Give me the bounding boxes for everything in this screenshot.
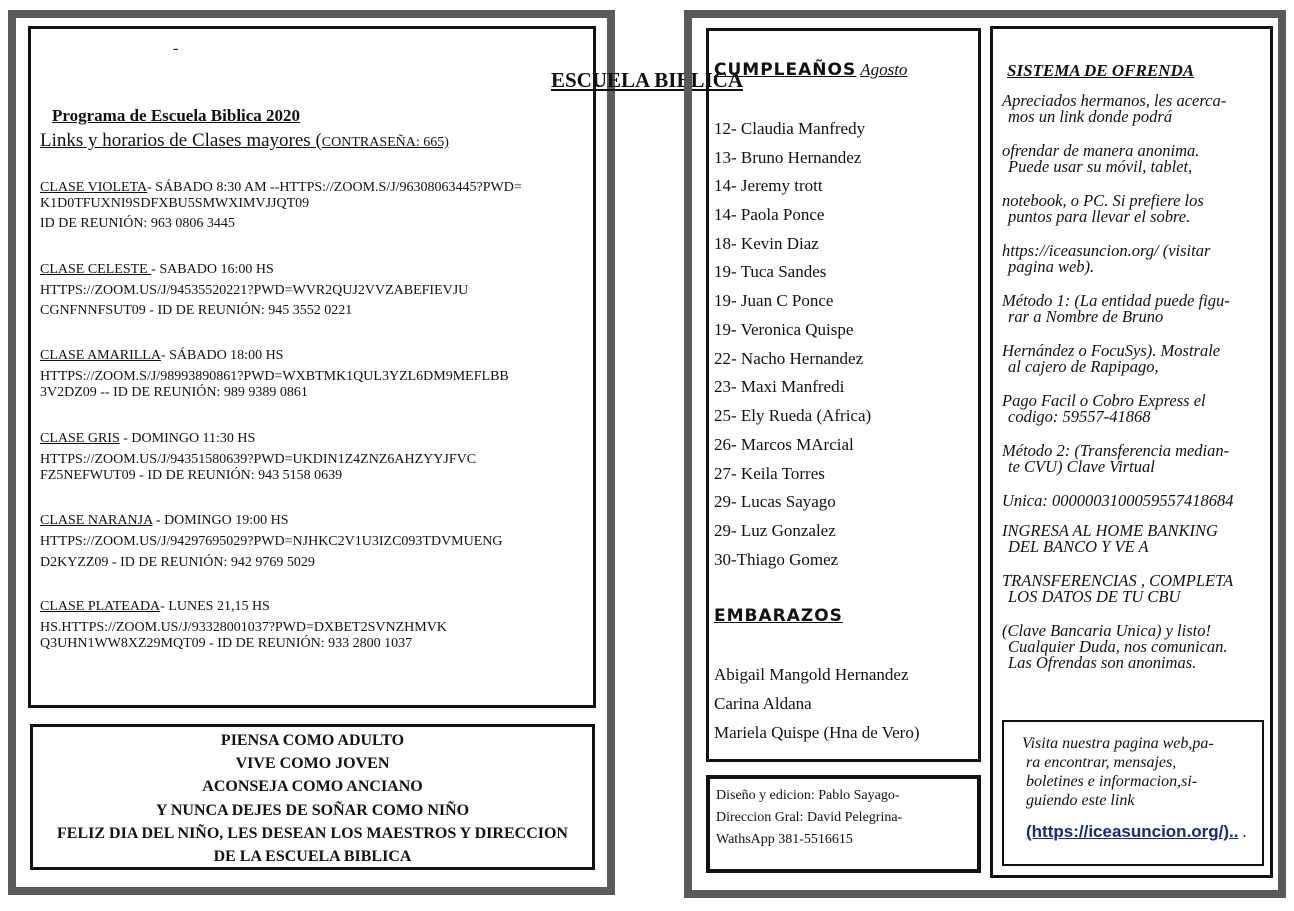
offering-paragraph — [1002, 573, 1264, 605]
program-subtitle: Programa de Escuela Biblica 2020 — [52, 106, 301, 125]
class-link: HTTPS://ZOOM.US/J/94535520221?PWD=WVR2QUJ2VVZABEFIEVJU — [40, 283, 469, 298]
links-header-main: Links y horarios de Clases mayores ( — [40, 130, 322, 151]
class-label[interactable]: CLASE AMARILLA — [40, 348, 161, 363]
offering-text: (Clave Bancaria Unica) y listo! — [1002, 621, 1211, 640]
class-meeting-id: CGNFNNFSUT09 - ID DE REUNIÓN: 945 3552 0221 — [40, 303, 353, 318]
class-meeting-id: D2KYZZ09 - ID DE REUNIÓN: 942 9769 5029 — [40, 555, 315, 570]
birthday-item: 14- Jeremy trott — [714, 176, 823, 195]
offering-cvu: Unica: 0000003100059557418684 — [1002, 491, 1234, 510]
motto-line: FELIZ DIA DEL NIÑO, LES DESEAN LOS MAESTROS Y DIRECCION — [57, 824, 568, 842]
offering-text: Las Ofrendas son anonimas. — [1008, 653, 1197, 672]
class-label[interactable]: CLASE NARANJA — [40, 513, 153, 528]
class-celeste — [40, 262, 468, 319]
offering-text: Método 2: (Transferencia median- — [1002, 441, 1230, 460]
offering-paragraph — [1002, 493, 1264, 509]
credit-line: Diseño y edicion: Pablo Sayago- — [716, 788, 900, 803]
offering-paragraph — [1002, 393, 1264, 425]
offering-text: te CVU) Clave Virtual — [1008, 457, 1155, 476]
class-label[interactable]: CLASE PLATEADA — [40, 599, 161, 614]
dash-mark: - — [173, 40, 179, 57]
class-time: - SÁBADO 8:30 AM --HTTPS://ZOOM.S/J/96308063445?PWD= — [147, 180, 522, 195]
birthday-item: 22- Nacho Hernandez — [714, 349, 864, 368]
offering-text: LOS DATOS DE TU CBU — [1008, 587, 1181, 606]
offering-text: Puede usar su móvil, tablet, — [1008, 157, 1193, 176]
birthday-item: 18- Kevin Diaz — [714, 234, 819, 253]
class-meeting-id: ID DE REUNIÓN: 963 0806 3445 — [40, 216, 235, 231]
motto-line: DE LA ESCUELA BIBLICA — [213, 848, 412, 866]
birthday-item: 19- Tuca Sandes — [714, 262, 827, 281]
class-gris — [40, 431, 476, 484]
offering-paragraph — [1002, 93, 1264, 125]
visit-line: boletines e informacion,si- — [1026, 773, 1198, 790]
class-link: HTTPS://ZOOM.US/J/94351580639?PWD=UKDIN1Z4ZNZ6AHZYYJFVC — [40, 452, 477, 467]
birthday-item: 23- Maxi Manfredi — [714, 377, 845, 396]
motto-box — [30, 724, 595, 870]
birthday-item: 13- Bruno Hernandez — [714, 148, 862, 167]
visit-box — [1002, 720, 1264, 866]
class-meeting-id: 3V2DZ09 -- ID DE REUNIÓN: 989 9389 0861 — [40, 385, 308, 400]
offering-paragraph — [1002, 293, 1264, 325]
offering-text: Apreciados hermanos, les acerca- — [1002, 91, 1227, 110]
visit-line: Visita nuestra pagina web,pa- — [1022, 735, 1214, 752]
class-meeting-id: FZ5NEFWUT09 - ID DE REUNIÓN: 943 5158 0639 — [40, 468, 343, 483]
offering-text: Método 1: (La entidad puede figu- — [1002, 291, 1230, 310]
birthday-item: 29- Lucas Sayago — [714, 492, 836, 511]
motto-line: VIVE COMO JOVEN — [235, 755, 390, 773]
birthday-item: 29- Luz Gonzalez — [714, 521, 836, 540]
pregnancy-item: Mariela Quispe (Hna de Vero) — [714, 723, 920, 742]
birthday-item: 26- Marcos MArcial — [714, 435, 854, 454]
offering-text: mos un link donde podrá — [1008, 107, 1173, 126]
visit-line: ra encontrar, mensajes, — [1026, 754, 1177, 771]
class-violeta — [40, 180, 522, 232]
class-time: - LUNES 21,15 HS — [160, 599, 270, 614]
birthday-item: 12- Claudia Manfredy — [714, 119, 866, 138]
visit-line: guiendo este link — [1026, 792, 1135, 809]
offering-text: rar a Nombre de Bruno — [1008, 307, 1164, 326]
class-label[interactable]: CLASE CELESTE — [40, 262, 152, 277]
offering-text: pagina web). — [1008, 257, 1095, 276]
offering-paragraph — [1002, 143, 1264, 175]
offering-paragraph — [1002, 443, 1264, 475]
offering-paragraph — [1002, 523, 1264, 555]
birthday-item: 19- Juan C Ponce — [714, 291, 834, 310]
website-link[interactable]: (https://iceasuncion.org/).. — [1026, 822, 1239, 841]
class-label[interactable]: CLASE GRIS — [40, 431, 120, 446]
birthday-item: 19- Veronica Quispe — [714, 320, 854, 339]
offering-paragraph — [1002, 193, 1264, 225]
class-time: - DOMINGO 19:00 HS — [152, 513, 289, 528]
offering-paragraph — [1002, 343, 1264, 375]
credit-line: Direccion Gral: David Pelegrina- — [716, 810, 903, 825]
class-link: K1D0TFUXNI9SDFXBU5SMWXIMVJJQT09 — [40, 196, 310, 211]
class-meeting-id: Q3UHN1WW8XZ29MQT09 - ID DE REUNIÓN: 933 2800 1037 — [40, 636, 413, 651]
birthday-item: 25- Ely Rueda (Africa) — [714, 406, 872, 425]
offering-link[interactable]: https://iceasuncion.org/ (visitar — [1002, 241, 1211, 260]
birthdays-month: Agosto — [860, 60, 908, 79]
offering-text: Hernández o FocuSys). Mostrale — [1002, 341, 1221, 360]
birthday-item: 14- Paola Ponce — [714, 205, 825, 224]
offering-heading: SISTEMA DE OFRENDA — [1007, 61, 1195, 80]
offering-text: codigo: 59557-41868 — [1008, 407, 1151, 426]
offering-text: TRANSFERENCIAS , COMPLETA — [1002, 571, 1234, 590]
offering-text: notebook, o PC. Si prefiere los — [1002, 191, 1204, 210]
class-time: - SABADO 16:00 HS — [151, 262, 274, 277]
birthdays-heading — [714, 60, 907, 80]
class-time: - DOMINGO 11:30 HS — [119, 431, 256, 446]
visit-trail: . — [1238, 824, 1247, 841]
offering-text: INGRESA AL HOME BANKING — [1002, 521, 1218, 540]
offering-text: al cajero de Rapipago, — [1008, 357, 1159, 376]
links-header — [40, 130, 449, 152]
class-naranja — [40, 513, 503, 571]
birthday-item: 30-Thiago Gomez — [714, 550, 839, 569]
pregnancies-heading: EMBARAZOS — [714, 606, 843, 626]
class-amarilla — [40, 348, 509, 401]
motto-line: PIENSA COMO ADULTO — [220, 732, 405, 749]
birthday-item: 27- Keila Torres — [714, 464, 825, 483]
credits-box — [706, 775, 981, 873]
motto-line: ACONSEJA COMO ANCIANO — [202, 778, 423, 796]
offering-paragraph — [1002, 243, 1264, 275]
motto-line: Y NUNCA DEJES DE SOÑAR COMO NIÑO — [155, 801, 470, 819]
class-link: HTTPS://ZOOM.S/J/98993890861?PWD=WXBTMK1QUL3YZL6DM9MEFLBB — [40, 369, 509, 384]
password-note: CONTRASEÑA: 665) — [321, 135, 449, 150]
pregnancy-item: Carina Aldana — [714, 694, 812, 713]
offering-text: puntos para llevar el sobre. — [1008, 207, 1191, 226]
offering-text: Cualquier Duda, nos comunican. — [1008, 637, 1228, 656]
class-time: - SÁBADO 18:00 HS — [160, 348, 284, 363]
credit-line: WathsApp 381-5516615 — [716, 832, 853, 847]
visit-link-row — [1022, 822, 1254, 842]
class-link: HS.HTTPS://ZOOM.US/J/93328001037?PWD=DXBET2SVNZHMVK — [40, 620, 447, 635]
class-plateada — [40, 599, 447, 652]
offering-text: Pago Facil o Cobro Express el — [1002, 391, 1206, 410]
page-title: ESCUELA BIBLICA — [551, 68, 743, 92]
class-link: HTTPS://ZOOM.US/J/94297695029?PWD=NJHKC2V1U3IZC093TDVMUENG — [40, 534, 503, 549]
offering-paragraph — [1002, 623, 1264, 671]
offering-text: DEL BANCO Y VE A — [1008, 537, 1149, 556]
class-label[interactable]: CLASE VIOLETA — [40, 180, 148, 195]
birthdays-title: CUMPLEAÑOS — [714, 60, 857, 80]
offering-text: ofrendar de manera anonima. — [1002, 141, 1200, 160]
pregnancy-item: Abigail Mangold Hernandez — [714, 665, 909, 684]
